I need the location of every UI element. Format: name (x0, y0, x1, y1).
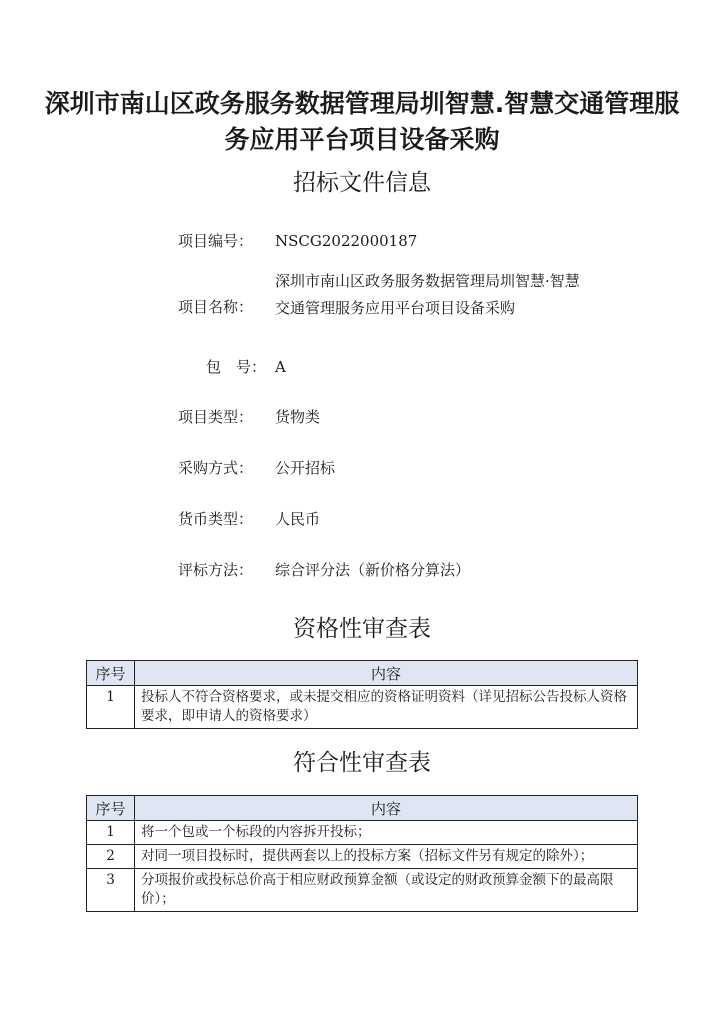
table-row (87, 821, 638, 845)
section-heading-bid-info: 招标文件信息 (293, 170, 431, 196)
table-header-row (87, 661, 638, 686)
info-label: 包 号： (206, 358, 267, 376)
column-header-number: 序号 (87, 796, 135, 821)
row-content: 分项报价或投标总价高于相应财政预算金额（或设定的财政预算金额下的最高限价）； (135, 869, 638, 912)
row-number: 3 (87, 869, 135, 912)
table-header-row (87, 796, 638, 821)
info-label: 采购方式： (178, 459, 254, 477)
info-value: 综合评分法（新价格分算法） (275, 561, 471, 579)
row-content: 将一个包或一个标段的内容拆开投标； (135, 821, 638, 845)
info-label: 货币类型： (178, 510, 254, 528)
info-value: NSCG2022000187 (275, 232, 418, 250)
table-row (87, 686, 638, 729)
info-label: 项目编号： (178, 232, 254, 250)
column-header-content: 内容 (135, 661, 638, 686)
qualification-table-heading: 资格性审查表 (293, 616, 431, 642)
row-number: 1 (87, 821, 135, 845)
info-value: 人民币 (275, 510, 321, 528)
info-value: 深圳市南山区政务服务数据管理局圳智慧·智慧交通管理服务应用平台项目设备采购 (275, 272, 580, 317)
table-row (87, 869, 638, 912)
qualification-review-table (86, 660, 638, 729)
info-value: A (275, 358, 286, 376)
info-row-project-name (178, 268, 618, 350)
info-value: 公开招标 (275, 459, 336, 477)
document-title: 深圳市南山区政务服务数据管理局圳智慧.智慧交通管理服务应用平台项目设备采购 (44, 89, 680, 154)
column-header-number: 序号 (87, 661, 135, 686)
column-header-content: 内容 (135, 796, 638, 821)
row-number: 2 (87, 845, 135, 869)
info-label: 项目类型： (178, 408, 254, 426)
compliance-review-table (86, 795, 638, 912)
compliance-table-heading: 符合性审查表 (293, 750, 431, 776)
row-number: 1 (87, 686, 135, 729)
info-label: 评标方法： (178, 561, 254, 579)
info-value: 货物类 (275, 408, 321, 426)
table-row (87, 845, 638, 869)
row-content: 对同一项目投标时，提供两套以上的投标方案（招标文件另有规定的除外）； (135, 845, 638, 869)
row-content: 投标人不符合资格要求，或未提交相应的资格证明资料（详见招标公告投标人资格要求，即申请人的资格要求） (135, 686, 638, 729)
info-label: 项目名称： (178, 298, 254, 316)
